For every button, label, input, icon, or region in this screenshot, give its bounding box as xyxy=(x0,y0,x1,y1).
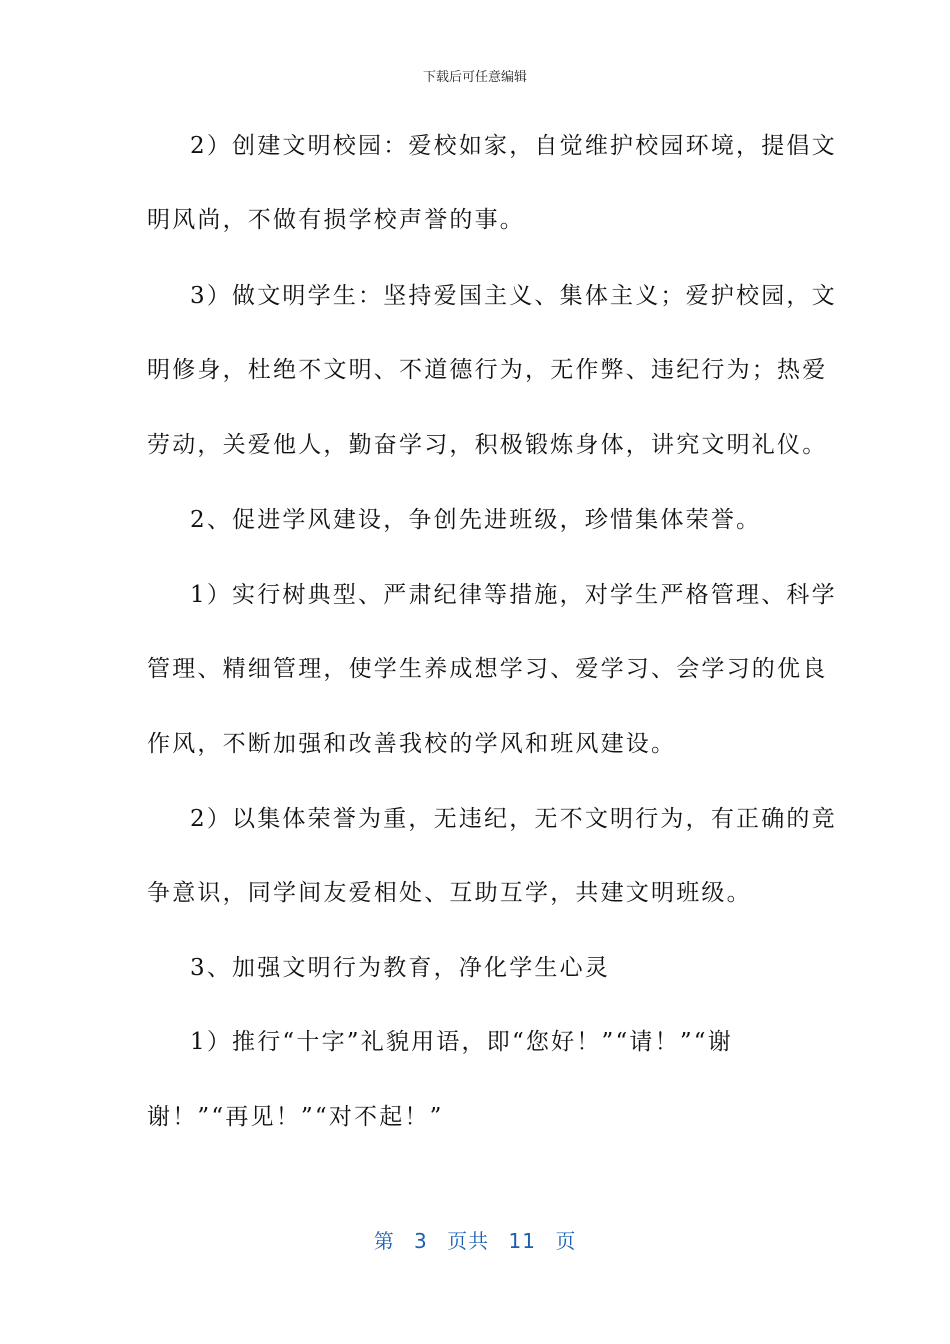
page-current: 3 xyxy=(414,1229,428,1253)
paragraph-line: 3）做文明学生：坚持爱国主义、集体主义；爱护校园，文 xyxy=(190,283,837,309)
page-prefix: 第 xyxy=(373,1229,395,1253)
paragraph-line: 劳动，关爱他人，勤奋学习，积极锻炼身体，讲究文明礼仪。 xyxy=(147,432,828,458)
page-number xyxy=(0,1225,950,1254)
paragraph-line: 2、促进学风建设，争创先进班级，珍惜集体荣誉。 xyxy=(190,507,762,533)
page-suffix: 页 xyxy=(555,1229,577,1253)
page-header: 下载后可任意编辑 xyxy=(422,70,527,85)
paragraph-line: 明修身，杜绝不文明、不道德行为，无作弊、违纪行为；热爱 xyxy=(147,357,828,383)
page-total: 11 xyxy=(508,1229,536,1253)
paragraph-line: 1）实行树典型、严肃纪律等措施，对学生严格管理、科学 xyxy=(190,582,837,608)
paragraph-line: 3、加强文明行为教育，净化学生心灵 xyxy=(190,955,611,981)
paragraph-line: 2）以集体荣誉为重，无违纪，无不文明行为，有正确的竞 xyxy=(190,806,837,832)
paragraph-line: 管理、精细管理，使学生养成想学习、爱学习、会学习的优良 xyxy=(147,656,828,682)
paragraph-line: 1）推行“十字”礼貌用语，即“您好！”“请！”“谢 xyxy=(190,1029,733,1055)
paragraph-line: 明风尚，不做有损学校声誉的事。 xyxy=(147,207,525,233)
paragraph-line: 谢！”“再见！”“对不起！” xyxy=(147,1104,444,1130)
paragraph-line: 作风，不断加强和改善我校的学风和班风建设。 xyxy=(147,731,677,757)
page-mid: 页共 xyxy=(447,1229,490,1253)
paragraph-line: 争意识，同学间友爱相处、互助互学，共建文明班级。 xyxy=(147,880,752,906)
paragraph-line: 2）创建文明校园：爱校如家，自觉维护校园环境，提倡文 xyxy=(190,133,837,159)
